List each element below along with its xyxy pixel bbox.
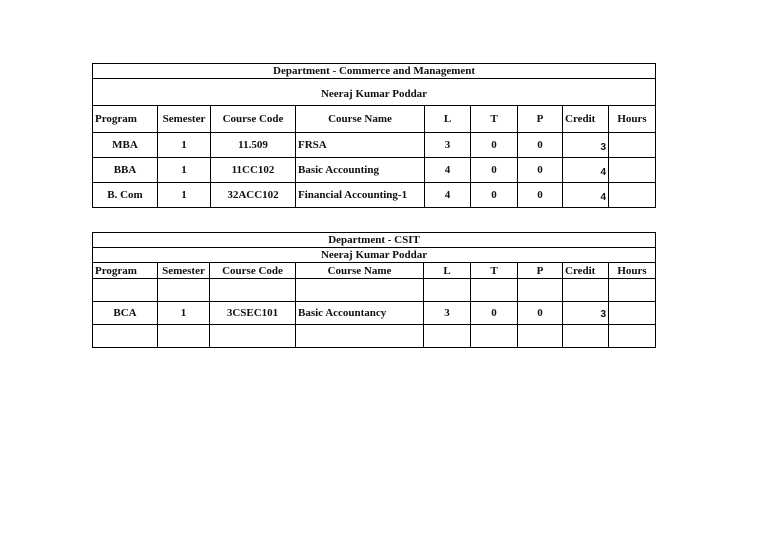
cell-p: 0 bbox=[518, 133, 563, 158]
cell-course-name bbox=[296, 325, 424, 348]
cell-l: 4 bbox=[425, 183, 471, 208]
department-title: Department - CSIT bbox=[93, 233, 656, 248]
cell-program: B. Com bbox=[93, 183, 158, 208]
department-title: Department - Commerce and Management bbox=[93, 64, 656, 79]
cell-hours bbox=[609, 325, 656, 348]
header-credit: Credit bbox=[563, 263, 609, 279]
cell-p bbox=[518, 279, 563, 302]
credit-value: 4 bbox=[600, 167, 606, 178]
cell-course-name bbox=[296, 279, 424, 302]
credit-value: 3 bbox=[600, 142, 606, 153]
header-row bbox=[93, 263, 656, 279]
cell-l: 3 bbox=[424, 302, 471, 325]
cell-t: 0 bbox=[471, 183, 518, 208]
cell-p: 0 bbox=[518, 302, 563, 325]
header-l: L bbox=[425, 106, 471, 133]
cell-program bbox=[93, 279, 158, 302]
header-program: Program bbox=[93, 106, 158, 133]
header-course-code: Course Code bbox=[211, 106, 296, 133]
cell-course-code bbox=[210, 325, 296, 348]
cell-l: 3 bbox=[425, 133, 471, 158]
cell-t bbox=[471, 279, 518, 302]
teacher-name: Neeraj Kumar Poddar bbox=[93, 79, 656, 106]
cell-course-name: Financial Accounting-1 bbox=[296, 183, 425, 208]
cell-course-code: 32ACC102 bbox=[211, 183, 296, 208]
table-row bbox=[93, 133, 656, 158]
credit-value: 3 bbox=[600, 309, 606, 320]
cell-l bbox=[424, 279, 471, 302]
header-semester: Semester bbox=[158, 106, 211, 133]
cell-t bbox=[471, 325, 518, 348]
header-hours: Hours bbox=[609, 106, 656, 133]
header-program: Program bbox=[93, 263, 158, 279]
cell-program: BCA bbox=[93, 302, 158, 325]
cell-semester bbox=[158, 279, 210, 302]
cell-credit bbox=[563, 183, 609, 208]
table-row bbox=[93, 158, 656, 183]
header-row bbox=[93, 106, 656, 133]
table-row bbox=[93, 302, 656, 325]
header-course-code: Course Code bbox=[210, 263, 296, 279]
cell-credit bbox=[563, 302, 609, 325]
cell-credit bbox=[563, 279, 609, 302]
cell-course-code: 11.509 bbox=[211, 133, 296, 158]
header-hours: Hours bbox=[609, 263, 656, 279]
cell-course-name: FRSA bbox=[296, 133, 425, 158]
teacher-name: Neeraj Kumar Poddar bbox=[93, 248, 656, 263]
cell-hours bbox=[609, 302, 656, 325]
cell-t: 0 bbox=[471, 158, 518, 183]
header-p: P bbox=[518, 106, 563, 133]
credit-value: 4 bbox=[600, 192, 606, 203]
header-credit: Credit bbox=[563, 106, 609, 133]
cell-hours bbox=[609, 183, 656, 208]
cell-course-code bbox=[210, 279, 296, 302]
commerce-course-table bbox=[92, 63, 656, 208]
cell-semester: 1 bbox=[158, 158, 211, 183]
cell-credit bbox=[563, 133, 609, 158]
cell-hours bbox=[609, 133, 656, 158]
cell-credit bbox=[563, 158, 609, 183]
header-t: T bbox=[471, 263, 518, 279]
cell-program bbox=[93, 325, 158, 348]
cell-program: MBA bbox=[93, 133, 158, 158]
header-p: P bbox=[518, 263, 563, 279]
table-row bbox=[93, 325, 656, 348]
header-course-name: Course Name bbox=[296, 106, 425, 133]
cell-semester: 1 bbox=[158, 183, 211, 208]
cell-program: BBA bbox=[93, 158, 158, 183]
header-l: L bbox=[424, 263, 471, 279]
table-row bbox=[93, 279, 656, 302]
cell-l bbox=[424, 325, 471, 348]
cell-course-code: 3CSEC101 bbox=[210, 302, 296, 325]
cell-course-code: 11CC102 bbox=[211, 158, 296, 183]
cell-l: 4 bbox=[425, 158, 471, 183]
table-row bbox=[93, 183, 656, 208]
cell-hours bbox=[609, 158, 656, 183]
cell-course-name: Basic Accounting bbox=[296, 158, 425, 183]
cell-p bbox=[518, 325, 563, 348]
csit-course-table bbox=[92, 232, 656, 348]
cell-p: 0 bbox=[518, 158, 563, 183]
cell-semester: 1 bbox=[158, 302, 210, 325]
cell-credit bbox=[563, 325, 609, 348]
cell-t: 0 bbox=[471, 302, 518, 325]
header-course-name: Course Name bbox=[296, 263, 424, 279]
cell-t: 0 bbox=[471, 133, 518, 158]
cell-p: 0 bbox=[518, 183, 563, 208]
header-t: T bbox=[471, 106, 518, 133]
cell-hours bbox=[609, 279, 656, 302]
header-semester: Semester bbox=[158, 263, 210, 279]
cell-semester: 1 bbox=[158, 133, 211, 158]
cell-course-name: Basic Accountancy bbox=[296, 302, 424, 325]
cell-semester bbox=[158, 325, 210, 348]
